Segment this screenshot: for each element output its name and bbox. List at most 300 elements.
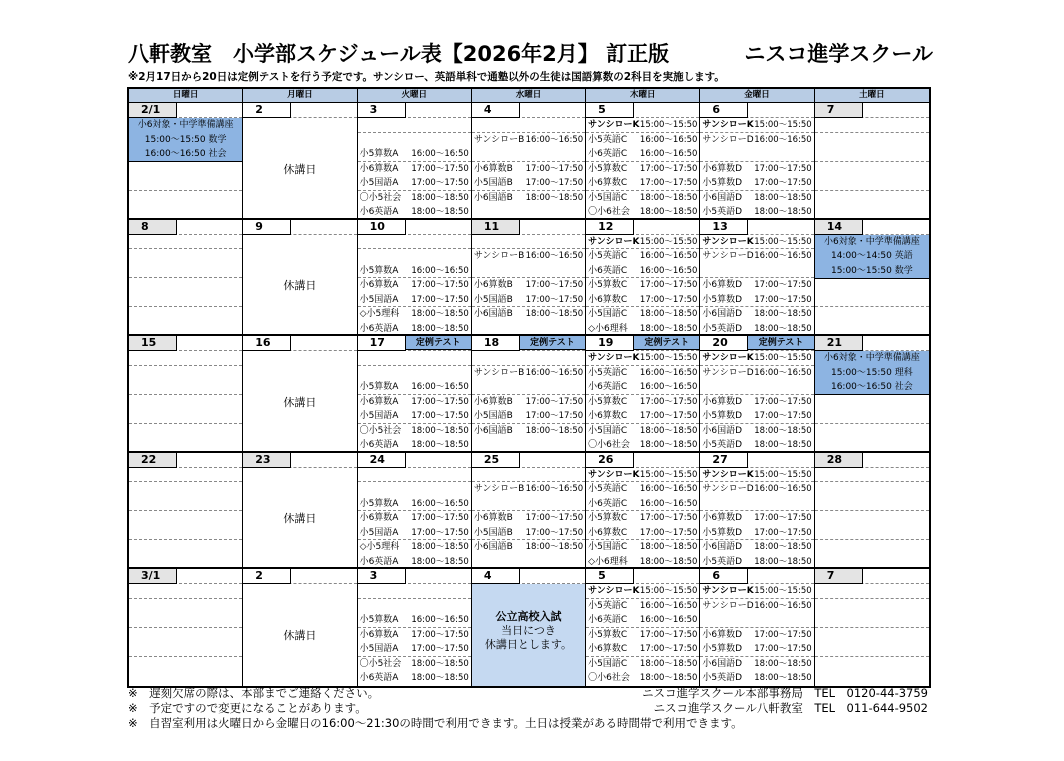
class-name: 小6算数D	[702, 629, 743, 640]
day-cell	[815, 453, 929, 570]
class-time: 18:00～18:50	[639, 309, 698, 319]
class-name: 小6英語C	[588, 498, 628, 509]
class-time: 16:00～16:50	[639, 600, 698, 611]
lesson-row	[129, 191, 242, 206]
closed-day-label: 休講日	[283, 162, 317, 176]
date-row	[243, 336, 356, 351]
closed-day-label: 休講日	[283, 279, 317, 293]
lesson-row	[129, 671, 242, 686]
class-time: 16:00～16:50	[754, 484, 812, 494]
class-name: 小5英語D	[702, 673, 743, 683]
date-label: 11	[472, 220, 520, 235]
lesson-row	[129, 409, 242, 424]
class-name: 小6算数A	[359, 396, 399, 407]
weekday-label: 水曜日	[472, 89, 586, 102]
date-row	[243, 103, 356, 118]
day-cell	[129, 336, 243, 453]
date-row	[472, 569, 585, 584]
date-row	[472, 103, 585, 118]
notice-line: 休講日とします。	[484, 637, 573, 651]
lesson-row	[586, 380, 699, 395]
lesson-row	[129, 511, 242, 526]
class-time: 17:00～17:50	[525, 163, 584, 174]
lesson-row	[586, 424, 699, 439]
class-name: 小5算数D	[702, 178, 743, 188]
lesson-row	[815, 671, 929, 686]
date-label: 7	[815, 103, 863, 118]
calendar-week	[129, 453, 929, 570]
lesson-row	[129, 613, 242, 628]
lesson-row	[586, 628, 699, 643]
test-badge: 定例テスト	[406, 336, 471, 350]
lesson-row	[129, 642, 242, 657]
class-name: 小5国語B	[473, 294, 513, 305]
lesson-row	[472, 366, 585, 381]
lesson-row	[700, 147, 813, 162]
class-time: 16:00～16:50	[754, 367, 812, 378]
lesson-row	[472, 278, 585, 293]
class-name: ◇小6理科	[588, 556, 628, 567]
lesson-row	[586, 613, 699, 628]
lesson-row	[815, 424, 929, 439]
class-name: 小5算数A	[359, 382, 399, 392]
day-cell	[358, 569, 472, 686]
class-time: 17:00～17:50	[754, 280, 812, 290]
day-cell	[586, 453, 700, 570]
lesson-row	[472, 555, 585, 570]
class-name: 〇小5社会	[359, 658, 402, 669]
lesson-row	[700, 409, 813, 424]
class-name: 小5国語A	[359, 294, 399, 305]
lesson-row	[700, 395, 813, 410]
date-label: 5	[586, 569, 634, 584]
class-name: 小6国語B	[473, 192, 513, 203]
day-cell	[129, 569, 243, 686]
class-name: 小5国語C	[588, 192, 628, 203]
class-name: サンシローD	[702, 367, 754, 378]
lesson-row	[472, 147, 585, 162]
class-name: 〇小5社会	[359, 192, 402, 203]
day-cell	[472, 220, 586, 337]
class-time: 17:00～17:50	[639, 396, 698, 407]
class-name: 小5英語C	[588, 600, 628, 611]
lesson-row	[815, 613, 929, 628]
class-time: 18:00～18:50	[525, 542, 584, 552]
class-time: 16:00～16:50	[639, 382, 698, 392]
date-label: 28	[815, 453, 863, 468]
class-name: サンシローK	[702, 236, 754, 247]
class-time: 16:00～16:50	[525, 251, 584, 261]
class-time: 18:00～18:50	[754, 658, 812, 669]
lesson-row	[586, 366, 699, 381]
class-name: サンシローK	[588, 586, 640, 596]
lesson-row	[586, 264, 699, 279]
class-time: 18:00～18:50	[411, 673, 469, 683]
lesson-row	[472, 438, 585, 453]
class-name: 小5英語C	[588, 251, 628, 261]
class-name: 小6算数C	[588, 178, 628, 188]
class-time: 16:00～16:50	[754, 251, 812, 261]
class-time: 18:00～18:50	[754, 673, 812, 683]
lesson-row	[586, 235, 699, 250]
date-label: 27	[700, 453, 748, 468]
date-row	[815, 103, 929, 118]
class-name: 小5算数A	[359, 149, 399, 159]
class-name: 小6算数A	[359, 163, 399, 174]
class-time: 18:00～18:50	[411, 192, 469, 203]
lesson-row	[700, 264, 813, 279]
class-name: サンシローD	[702, 134, 754, 145]
class-time: 18:00～18:50	[754, 192, 812, 203]
weekday-label: 日曜日	[129, 89, 243, 102]
lesson-row	[358, 613, 471, 628]
class-name: 小5算数D	[702, 644, 743, 654]
date-label: 26	[586, 453, 634, 468]
prep-course-line: 14:00～14:50 英語	[830, 251, 913, 261]
class-time: 18:00～18:50	[639, 207, 698, 217]
day-cell	[129, 453, 243, 570]
lesson-row	[700, 438, 813, 453]
day-cell	[700, 220, 814, 337]
lesson-row	[358, 584, 471, 599]
class-time: 18:00～18:50	[411, 323, 469, 334]
lesson-row	[472, 176, 585, 191]
class-time: 15:00～15:50	[754, 586, 812, 596]
day-cell	[358, 336, 472, 453]
class-time: 16:00～16:50	[639, 615, 698, 625]
class-time: 15:00～15:50	[639, 236, 698, 247]
lesson-row	[815, 293, 929, 308]
lesson-row	[586, 278, 699, 293]
lesson-row	[815, 147, 929, 162]
date-label: 20	[700, 336, 748, 351]
footer-line	[128, 701, 928, 716]
class-time: 18:00～18:50	[525, 425, 584, 436]
lesson-row	[815, 395, 929, 410]
date-label: 18	[472, 336, 520, 351]
notice-line: 当日につき	[501, 623, 556, 637]
date-row	[358, 336, 471, 351]
closed-day-label: 休講日	[283, 512, 317, 526]
lesson-row	[358, 482, 471, 497]
lesson-row	[700, 278, 813, 293]
calendar-week	[129, 220, 929, 337]
class-time: 17:00～17:50	[411, 411, 469, 421]
class-name: 小6国語D	[702, 658, 743, 669]
date-row	[700, 569, 813, 584]
lesson-row	[700, 351, 813, 366]
class-time: 16:00～16:50	[525, 484, 584, 494]
lesson-row	[586, 409, 699, 424]
calendar-week	[129, 336, 929, 453]
lesson-row	[472, 249, 585, 264]
class-time: 16:00～16:50	[411, 149, 469, 159]
lesson-row	[358, 540, 471, 555]
lesson-row	[129, 162, 242, 177]
class-time: 17:00～17:50	[411, 513, 469, 523]
test-badge: 定例テスト	[520, 336, 585, 350]
lesson-row	[815, 176, 929, 191]
lesson-row	[815, 497, 929, 512]
lesson-row	[700, 511, 813, 526]
class-name: 〇小5社会	[359, 425, 402, 436]
class-name: ◇小5理科	[359, 309, 400, 319]
date-label: 15	[129, 336, 177, 351]
lesson-row	[700, 205, 813, 220]
lesson-row	[129, 540, 242, 555]
day-cell	[243, 453, 357, 570]
class-name: 小6算数C	[588, 411, 628, 421]
lesson-row	[358, 293, 471, 308]
class-time: 15:00～15:50	[639, 353, 698, 363]
class-name: サンシローD	[702, 484, 754, 494]
lesson-row	[815, 482, 929, 497]
class-time: 17:00～17:50	[639, 629, 698, 640]
class-name: サンシローK	[702, 120, 754, 130]
class-name: 小5算数D	[702, 411, 743, 421]
notice-line: 公立高校入試	[495, 609, 562, 623]
class-name: サンシローB	[473, 367, 525, 378]
lesson-row	[129, 176, 242, 191]
lesson-row	[472, 322, 585, 337]
date-row	[129, 336, 242, 351]
lesson-row	[358, 322, 471, 337]
date-row	[129, 220, 242, 235]
class-time: 17:00～17:50	[411, 178, 469, 188]
lesson-row	[129, 264, 242, 279]
class-name: ◇小6理科	[588, 323, 628, 334]
lesson-row	[586, 293, 699, 308]
date-label: 17	[358, 336, 406, 351]
class-name: 小5国語B	[473, 178, 513, 188]
class-time: 18:00～18:50	[411, 207, 469, 217]
date-row	[586, 220, 699, 235]
day-cell	[472, 453, 586, 570]
day-cell	[243, 220, 357, 337]
day-cell	[700, 569, 814, 686]
lesson-row	[586, 540, 699, 555]
class-time: 18:00～18:50	[411, 658, 469, 669]
class-time: 17:00～17:50	[754, 644, 812, 654]
class-name: サンシローK	[588, 353, 640, 363]
class-name: 小5算数C	[588, 163, 628, 174]
class-time: 16:00～16:50	[411, 382, 469, 392]
lesson-row	[815, 205, 929, 220]
prep-course-box	[815, 351, 929, 395]
class-time: 18:00～18:50	[639, 673, 698, 683]
day-cell	[243, 103, 357, 220]
lesson-row	[586, 249, 699, 264]
lesson-row	[358, 351, 471, 366]
date-row	[472, 220, 585, 235]
date-row	[472, 453, 585, 468]
lesson-row	[815, 540, 929, 555]
prep-course-line: 15:00～15:50 理科	[830, 367, 913, 378]
date-label: 3/1	[129, 569, 177, 584]
class-time: 15:00～15:50	[639, 120, 698, 130]
prep-course-line: 小6対象・中学準備講座	[823, 236, 920, 247]
class-time: 16:00～16:50	[411, 498, 469, 509]
date-row	[243, 453, 356, 468]
class-time: 18:00～18:50	[639, 323, 698, 334]
date-row	[700, 220, 813, 235]
lesson-row	[815, 191, 929, 206]
lesson-row	[586, 176, 699, 191]
lesson-row	[815, 118, 929, 133]
class-time: 18:00～18:50	[411, 425, 469, 436]
class-time: 17:00～17:50	[525, 396, 584, 407]
prep-course-box	[815, 235, 929, 279]
class-time: 18:00～18:50	[639, 440, 698, 450]
lesson-row	[129, 657, 242, 672]
date-row	[586, 103, 699, 118]
lesson-row	[586, 482, 699, 497]
class-time: 17:00～17:50	[639, 294, 698, 305]
lesson-row	[472, 409, 585, 424]
lesson-row	[815, 599, 929, 614]
weekday-label: 月曜日	[243, 89, 357, 102]
date-row	[815, 220, 929, 235]
date-row	[586, 453, 699, 468]
lesson-row	[472, 293, 585, 308]
calendar-week	[129, 103, 929, 220]
lesson-row	[472, 497, 585, 512]
lesson-row	[700, 162, 813, 177]
day-cell	[815, 103, 929, 220]
class-time: 17:00～17:50	[411, 644, 469, 654]
lesson-row	[700, 526, 813, 541]
lesson-row	[815, 162, 929, 177]
prep-course-line: 小6対象・中学準備講座	[137, 120, 234, 130]
weekday-label: 火曜日	[358, 89, 472, 102]
lesson-row	[700, 249, 813, 264]
lesson-row	[358, 278, 471, 293]
class-time: 17:00～17:50	[525, 294, 584, 305]
class-name: 小5算数A	[359, 498, 399, 509]
class-time: 17:00～17:50	[754, 629, 812, 640]
lesson-row	[129, 468, 242, 483]
class-name: 小6算数D	[702, 280, 743, 290]
date-label: 22	[129, 453, 177, 468]
lesson-row	[586, 147, 699, 162]
class-name: 小6国語D	[702, 425, 743, 436]
class-time: 16:00～16:50	[639, 498, 698, 509]
class-time: 16:00～16:50	[525, 134, 584, 145]
contact-info: ニスコ進学スクール本部事務局 TEL 0120-44-3759	[642, 686, 928, 700]
day-cell	[700, 336, 814, 453]
class-time: 18:00～18:50	[754, 425, 812, 436]
date-label: 16	[243, 336, 291, 351]
page-title: 八軒教室 小学部スケジュール表【2026年2月】 訂正版	[128, 42, 670, 66]
day-cell	[358, 103, 472, 220]
prep-course-line: 16:00～16:50 社会	[144, 149, 227, 159]
lesson-row	[586, 133, 699, 148]
contact-info: ニスコ進学スクール八軒教室 TEL 011-644-9502	[653, 701, 928, 715]
date-row	[358, 103, 471, 118]
date-label: 3	[358, 569, 406, 584]
lesson-row	[129, 526, 242, 541]
lesson-row	[358, 307, 471, 322]
class-time: 16:00～16:50	[411, 615, 469, 625]
lesson-row	[358, 424, 471, 439]
lesson-row	[472, 395, 585, 410]
lesson-row	[586, 322, 699, 337]
class-name: 小6英語A	[359, 556, 399, 567]
class-time: 15:00～15:50	[639, 469, 698, 480]
date-row	[243, 569, 356, 584]
class-time: 18:00～18:50	[525, 192, 584, 203]
class-time: 17:00～17:50	[639, 513, 698, 523]
class-name: 小5国語A	[359, 178, 399, 188]
class-name: 小5算数D	[702, 294, 743, 305]
class-time: 17:00～17:50	[525, 411, 584, 421]
date-row	[815, 336, 929, 351]
lesson-row	[700, 584, 813, 599]
lesson-row	[586, 584, 699, 599]
class-time: 17:00～17:50	[411, 280, 469, 290]
lesson-row	[586, 162, 699, 177]
class-time: 16:00～16:50	[639, 134, 698, 145]
lesson-row	[358, 147, 471, 162]
class-name: 〇小6社会	[588, 673, 630, 683]
lesson-row	[700, 293, 813, 308]
class-time: 15:00～15:50	[754, 469, 812, 480]
class-time: 18:00～18:50	[754, 309, 812, 319]
class-time: 18:00～18:50	[754, 207, 812, 217]
class-time: 17:00～17:50	[411, 294, 469, 305]
weekday-label: 金曜日	[700, 89, 814, 102]
lesson-row	[815, 307, 929, 322]
class-name: 小5英語C	[588, 367, 628, 378]
weekday-label: 木曜日	[586, 89, 700, 102]
date-label: 8	[129, 220, 177, 235]
class-name: 小6英語C	[588, 615, 628, 625]
lesson-row	[700, 307, 813, 322]
date-row	[815, 453, 929, 468]
class-name: 小6算数A	[359, 280, 399, 290]
class-time: 18:00～18:50	[639, 425, 698, 436]
date-row	[586, 336, 699, 351]
class-name: 小6英語C	[588, 382, 628, 392]
lesson-row	[815, 511, 929, 526]
prep-course-line: 15:00～15:50 数学	[830, 265, 913, 276]
lesson-row	[815, 584, 929, 599]
lesson-row	[815, 133, 929, 148]
class-name: サンシローB	[473, 484, 525, 494]
date-label: 19	[586, 336, 634, 351]
class-name: 小6英語A	[359, 207, 399, 217]
day-cell	[586, 220, 700, 337]
closed-day-label: 休講日	[283, 395, 317, 409]
class-name: 小6英語A	[359, 673, 399, 683]
class-name: 小6算数C	[588, 294, 628, 305]
class-time: 18:00～18:50	[525, 309, 584, 319]
lesson-row	[358, 118, 471, 133]
brand-name: ニスコ進学スクール	[744, 42, 933, 66]
lesson-row	[700, 540, 813, 555]
footer-notes	[128, 686, 928, 731]
date-row	[129, 103, 242, 118]
lesson-row	[586, 118, 699, 133]
lesson-row	[358, 162, 471, 177]
lesson-row	[586, 191, 699, 206]
class-name: サンシローD	[702, 600, 754, 611]
date-label: 13	[700, 220, 748, 235]
date-label: 2	[243, 103, 291, 118]
lesson-row	[586, 642, 699, 657]
exam-closure-notice	[472, 584, 585, 686]
class-name: 小5国語B	[473, 411, 513, 421]
